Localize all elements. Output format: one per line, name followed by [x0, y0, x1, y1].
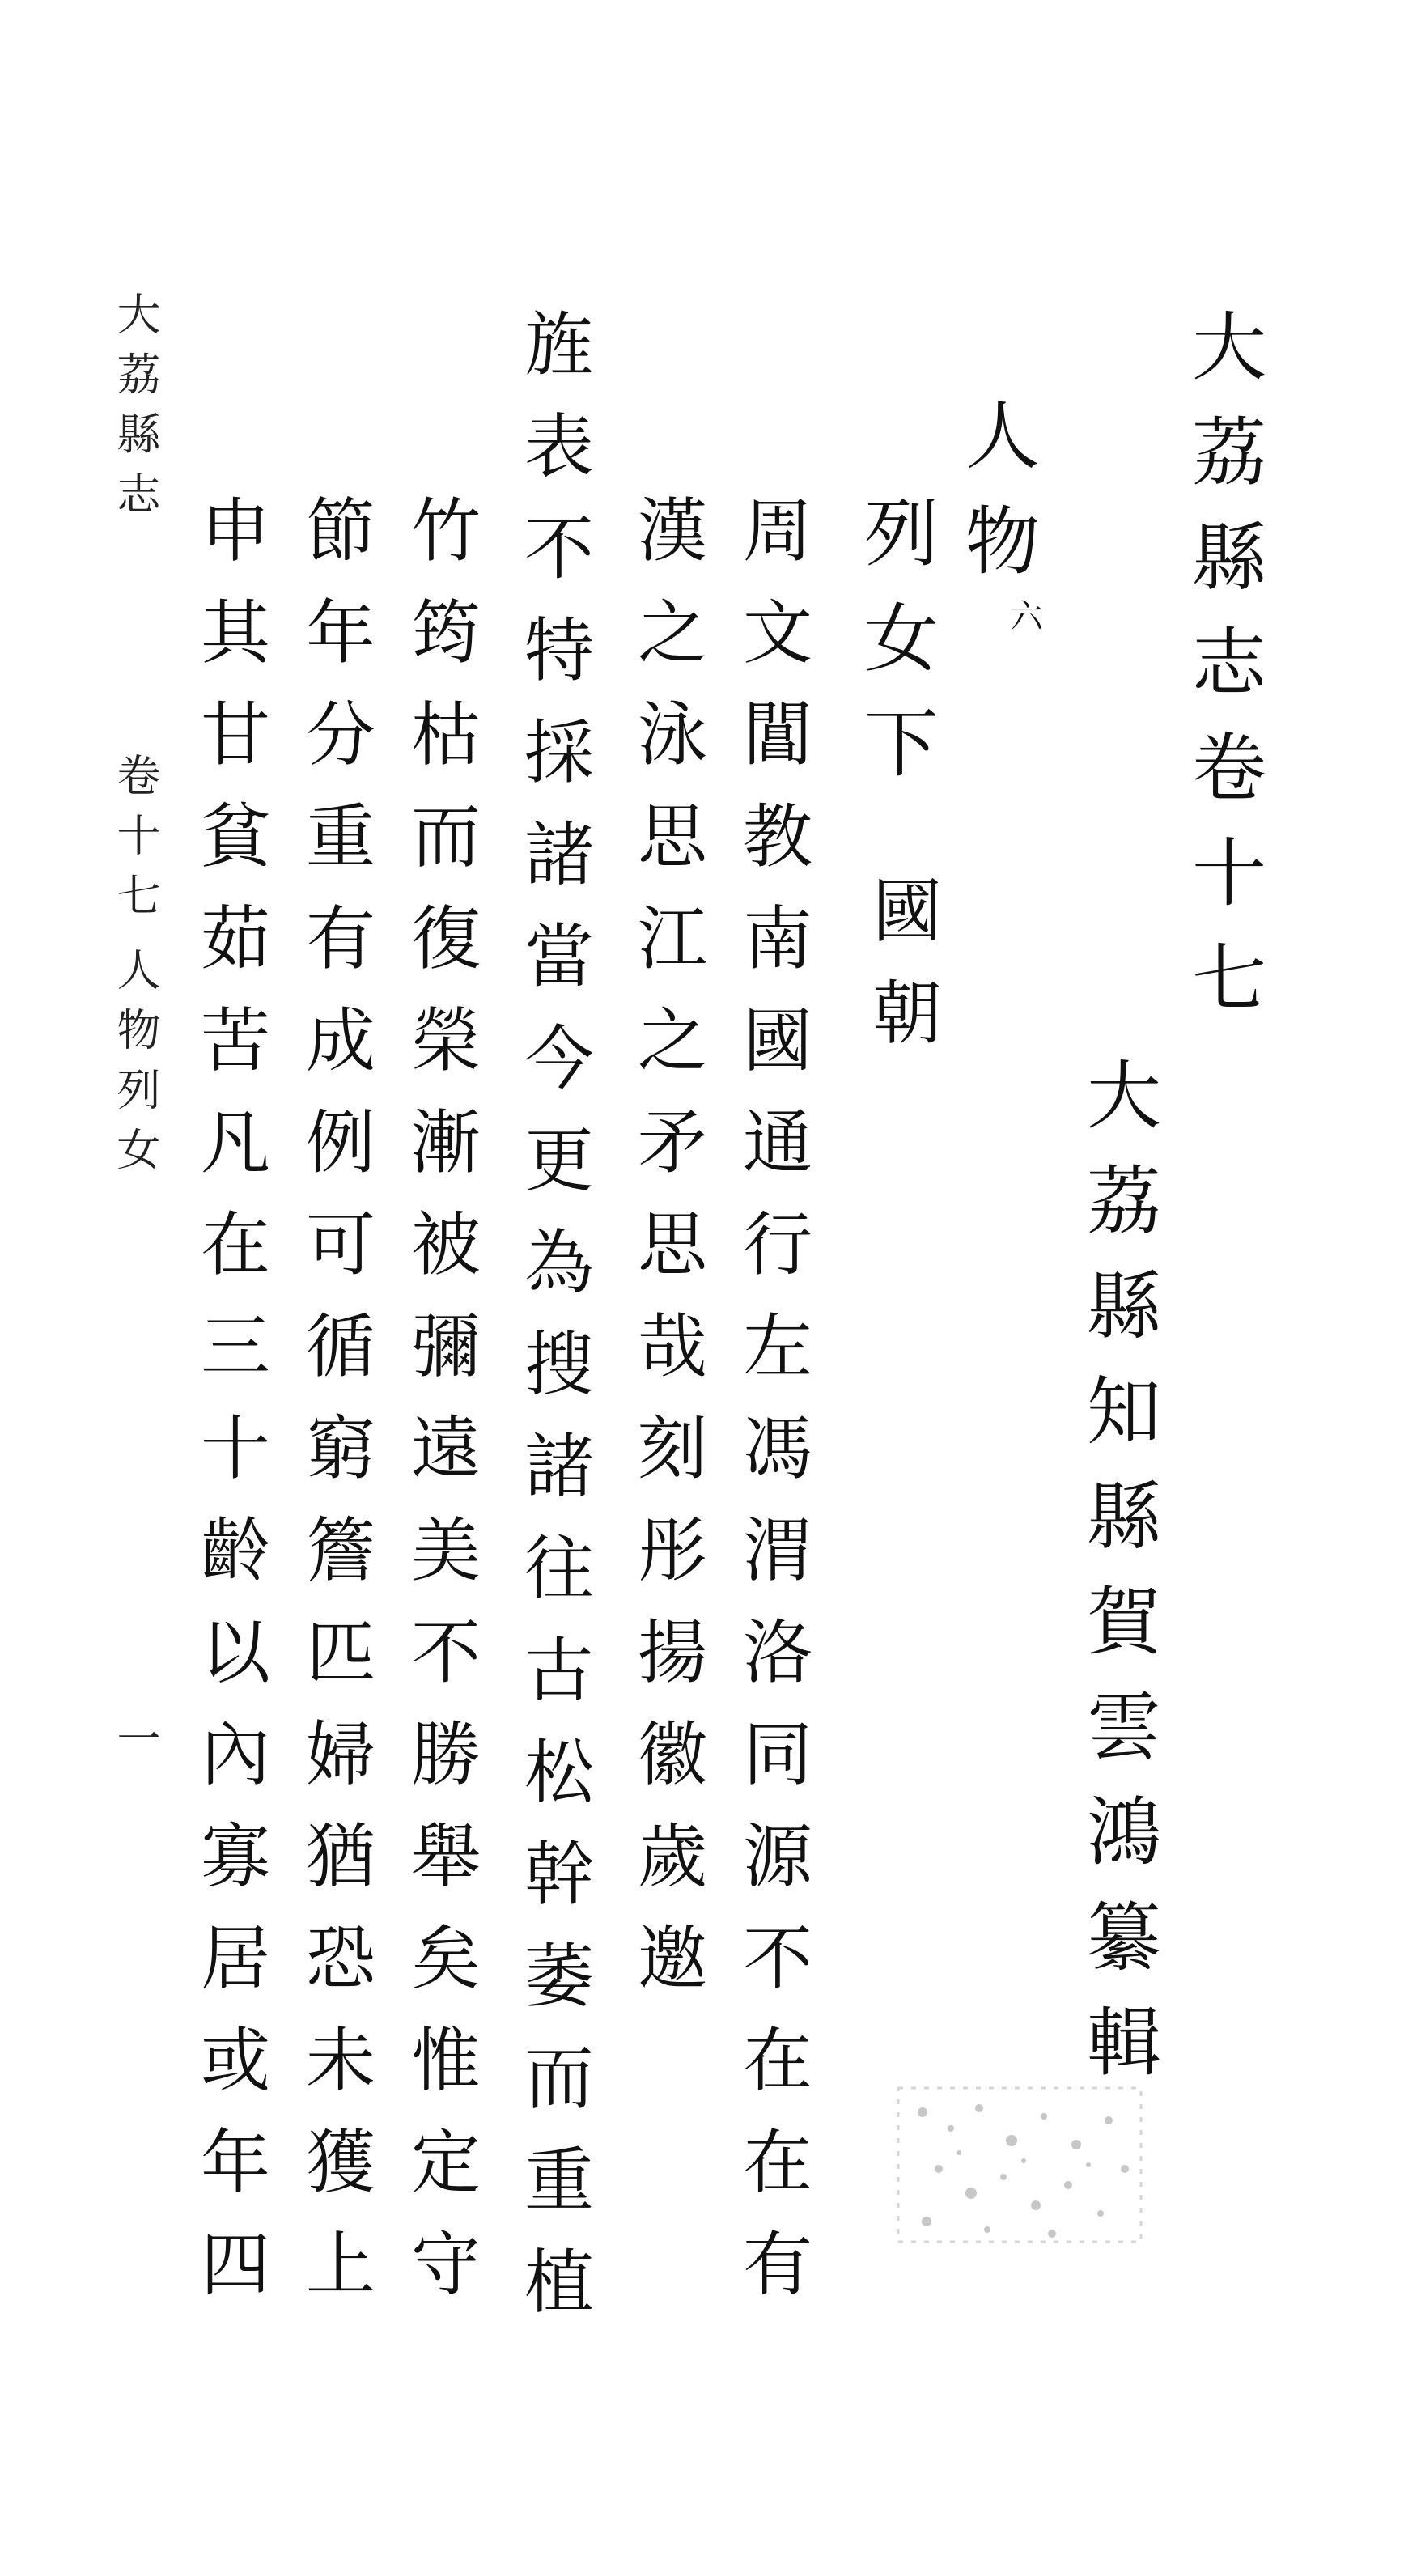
section-number: 六: [1005, 599, 1042, 631]
margin-volume: 卷十七: [110, 753, 161, 932]
margin-title: 大荔縣志: [110, 291, 161, 531]
volume-title: 大荔縣志卷十七: [1180, 308, 1266, 1044]
text-column-6: 申其甘貧茹苦凡在三十齡以內寡居或年四: [189, 494, 269, 2329]
margin-page-number: 一: [110, 1716, 161, 1776]
dynasty-label: 國朝: [860, 874, 941, 1078]
subsection-heading: 列女下: [852, 494, 939, 809]
section-heading: 人物: [953, 397, 1040, 607]
margin-section: 人物列女: [110, 947, 161, 1186]
text-column-1: 周文閶教南國通行左馮渭洛同源不在在有: [731, 494, 812, 2329]
text-column-4: 竹筠枯而復榮漸被彌遠美不勝舉矣惟定守: [399, 494, 480, 2329]
text-column-2: 漢之泳思江之矛思哉刻彤揚徽歲邀: [626, 494, 706, 2023]
faded-seal-stamp: [890, 2072, 1157, 2258]
text-column-5: 節年分重有成例可循窮簷匹婦猶恐未獲上: [294, 494, 375, 2329]
text-column-3: 旌表不特採諸當今更為搜諸往古松幹萎而重植: [512, 308, 593, 2347]
compiler-line: 大荔縣知縣賀雲鴻纂輯: [1075, 1056, 1161, 2108]
